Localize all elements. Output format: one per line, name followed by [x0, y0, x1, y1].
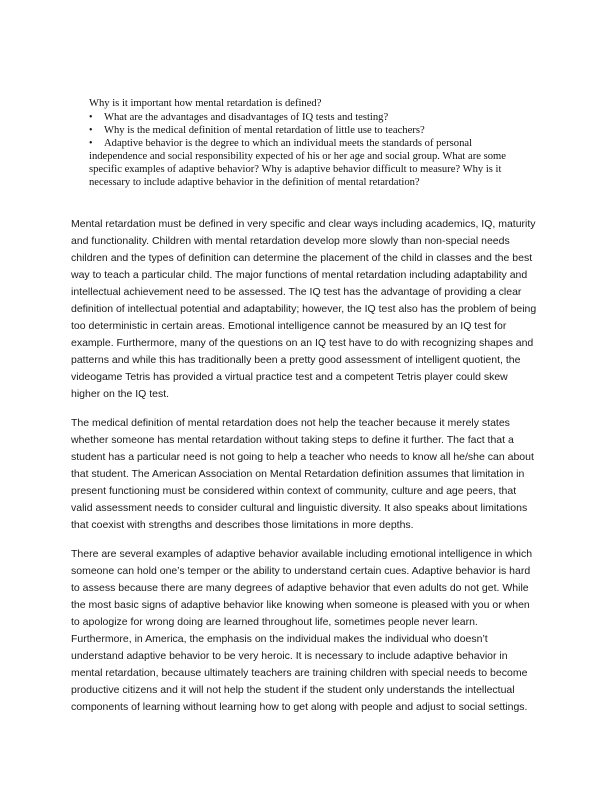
question-item	[89, 111, 519, 124]
question-list	[89, 111, 519, 189]
question-item	[89, 137, 519, 189]
question-intro: Why is it important how mental retardation is defined?	[89, 98, 322, 109]
essay-paragraph: Mental retardation must be defined in very specific and clear ways including academics, IQ, maturity and functionality. Children with mental retardation develop more slowly than non-special needs children and the types of definition can determine the placement of the child in classes and the best way to teach a particular child. The major functions of mental retardation including adaptability and intellectual achievement need to be assessed. The IQ test has the advantage of providing a clear definition of intellectual potential and adaptability; however, the IQ test also has the problem of being too deterministic in certain areas. Emotional intelligence cannot be measured by an IQ test for example. Furthermore, many of the questions on an IQ test have to do with recognizing shapes and patterns and while this has traditionally been a pretty good assessment of intelligent quotient, the videogame Tetris has provided a virtual practice test and a competent Tetris player could skew higher on the IQ test.	[71, 218, 537, 400]
essay-paragraph: There are several examples of adaptive behavior available including emotional intelligence in which someone can hold one’s temper or the ability to understand certain cues. Adaptive behavior is hard to assess because there are many degrees of adaptive behavior that even adults do not get. While the most basic signs of adaptive behavior like knowing when someone is pleased with you or when to apologize for wrong doing are learned throughout life, sometimes people never learn. Furthermore, in America, the emphasis on the individual makes the individual who doesn’t understand adaptive behavior to be very heroic. It is necessary to include adaptive behavior in mental retardation, because ultimately teachers are training children with special needs to become productive citizens and it will not help the student if the student only understands the intellectual components of learning without learning how to get along with people and adjust to social settings.	[71, 548, 533, 713]
essay-body	[71, 216, 537, 728]
question-item	[89, 124, 519, 137]
bullet-icon: •	[89, 112, 93, 123]
question-text: Why is the medical definition of mental retardation of little use to teachers?	[104, 125, 425, 136]
essay-paragraph: The medical definition of mental retardation does not help the teacher because it merely states whether someone has mental retardation without taking steps to define it further. The fact that a student has a particular need is not going to help a teacher who needs to know all he/she can about that student. The American Association on Mental Retardation definition assumes that limitation in present functioning must be considered within context of community, culture and age peers, that valid assessment needs to consider cultural and linguistic diversity. It also speaks about limitations that coexist with strengths and describes those limitations in more depths.	[71, 417, 534, 531]
question-text: Adaptive behavior is the degree to which an individual meets the standards of personal independence and social responsibility expected of his or her age and social group. What are some specific examples of adaptive behavior? Why is adaptive behavior difficult to measure? Why is it necessary to include adaptive behavior in the definition of mental retardation?	[89, 138, 506, 188]
bullet-icon: •	[89, 125, 93, 136]
question-text: What are the advantages and disadvantages of IQ tests and testing?	[104, 112, 389, 123]
question-block	[89, 97, 519, 189]
bullet-icon: •	[89, 138, 93, 149]
